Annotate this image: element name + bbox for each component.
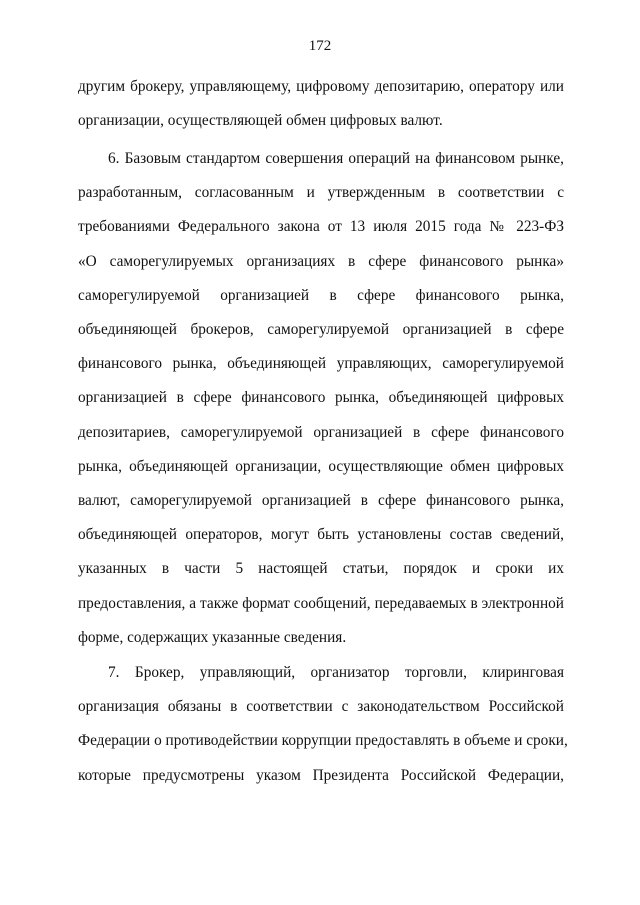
- text-line: форме, содержащих указанные сведения.: [78, 628, 347, 646]
- page-number: 172: [308, 38, 332, 54]
- text-line: 7. Брокер, управляющий, организатор торговли, клиринговая: [108, 664, 564, 681]
- text-line: валют, саморегулируемой организацией в сфере финансового рынка,: [78, 492, 564, 510]
- text-line: организацией в сфере финансового рынка, объединяющей цифровых: [78, 389, 564, 407]
- paragraph-7: [78, 656, 568, 793]
- paragraph-continuation: [78, 70, 564, 138]
- text-line: объединяющей брокеров, саморегулируемой организацией в сфере: [78, 321, 564, 339]
- text-line: Федерации о противодействии коррупции предоставлять в объеме и сроки,: [78, 732, 568, 750]
- text-line: 6. Базовым стандартом совершения операций на финансовом рынке,: [108, 150, 564, 167]
- text-line: саморегулируемой организацией в сфере финансового рынка,: [78, 286, 564, 304]
- text-line: «О саморегулируемых организациях в сфере финансового рынка»: [78, 252, 564, 270]
- text-line: организация обязаны в соответствии с законодательством Российской: [78, 698, 564, 716]
- text-line: требованиями Федерального закона от 13 июля 2015 года № 223-ФЗ: [78, 218, 564, 236]
- paragraph-6: [78, 142, 564, 655]
- text-line: объединяющей операторов, могут быть установлены состав сведений,: [78, 526, 564, 544]
- text-line: депозитариев, саморегулируемой организацией в сфере финансового: [78, 423, 564, 441]
- text-line: предоставления, а также формат сообщений, передаваемых в электронной: [78, 594, 564, 612]
- text-line: указанных в части 5 настоящей статьи, порядок и сроки их: [78, 560, 564, 578]
- text-line: рынка, объединяющей организации, осуществляющие обмен цифровых: [78, 457, 564, 475]
- text-line: финансового рынка, объединяющей управляющих, саморегулируемой: [78, 355, 564, 373]
- text-line: которые предусмотрены указом Президента Российской Федерации,: [78, 766, 564, 784]
- text-line: другим брокеру, управляющему, цифровому депозитарию, оператору или: [78, 78, 564, 95]
- text-line: организации, осуществляющей обмен цифровых валют.: [78, 112, 443, 130]
- text-line: разработанным, согласованным и утвержденным в соответствии с: [78, 184, 564, 202]
